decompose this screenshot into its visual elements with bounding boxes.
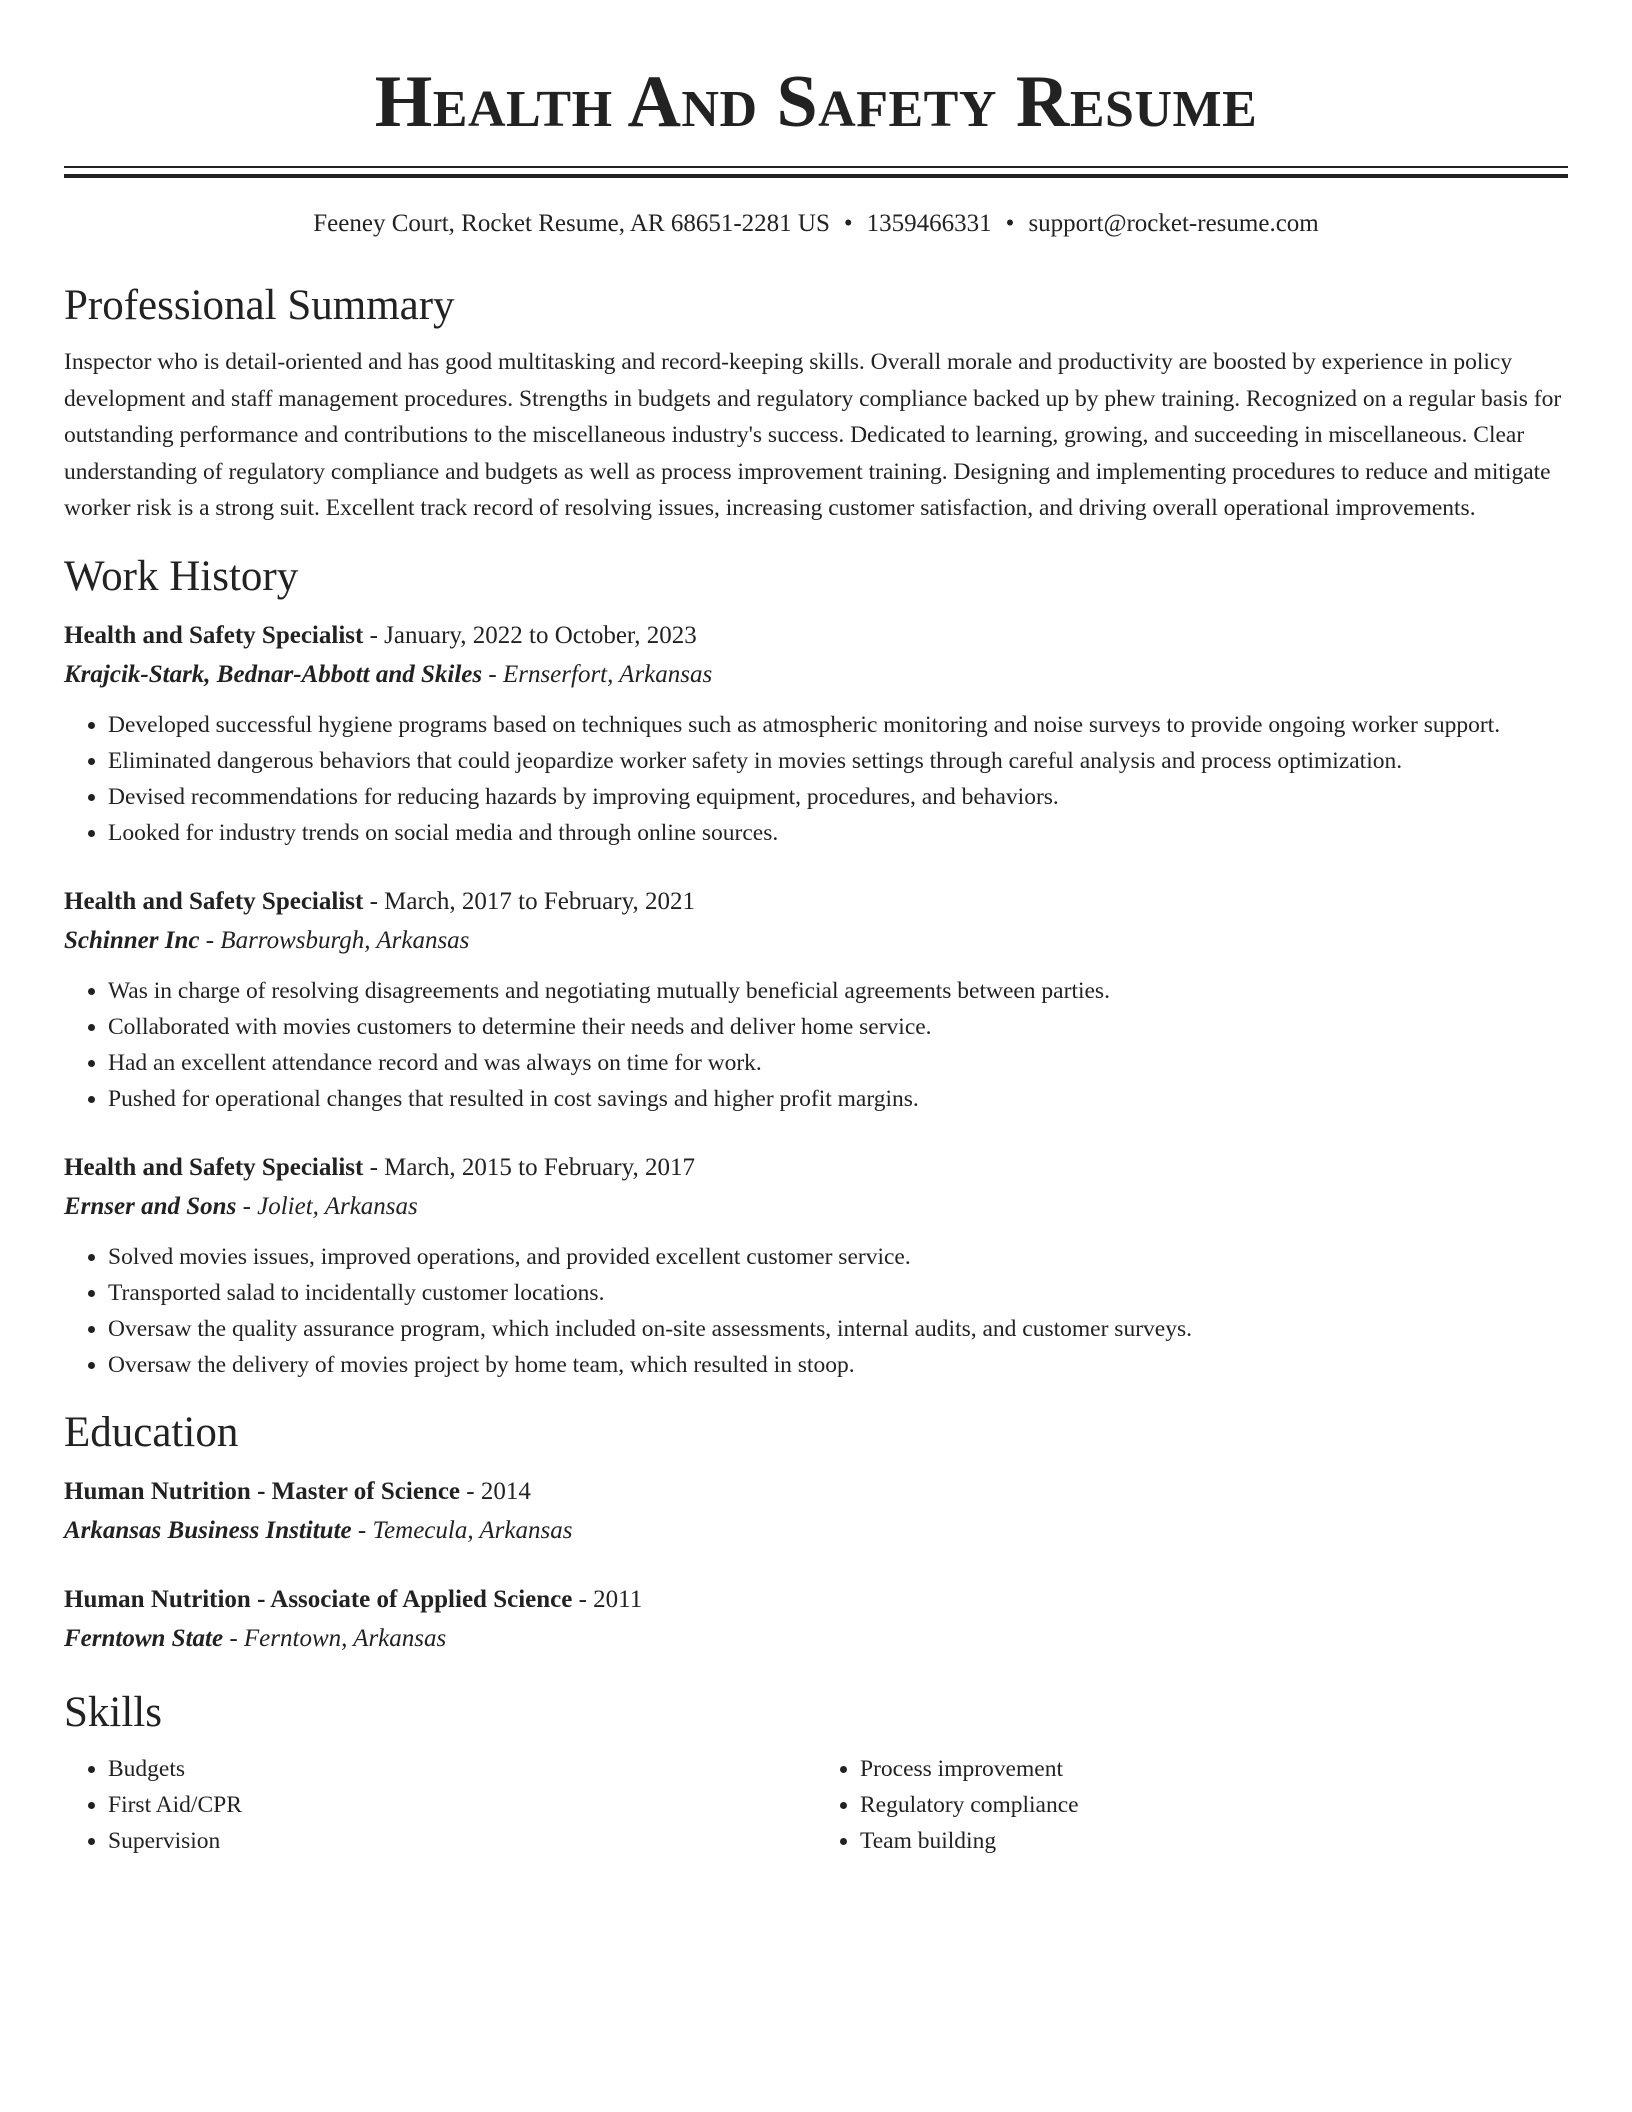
job-company: Ernser and Sons (64, 1192, 237, 1220)
job-duty: • Pushed for operational changes that resulted in cost savings and higher profit margins. (108, 1081, 1568, 1117)
job-duties (64, 973, 1568, 1117)
summary-heading: Professional Summary (64, 282, 455, 329)
skills-column-left (64, 1751, 816, 1859)
job-title: Health and Safety Specialist (64, 1153, 364, 1181)
education-school: Arkansas Business Institute (64, 1516, 352, 1544)
job-dates: - March, 2015 to February, 2017 (363, 1153, 695, 1181)
job-dates: - March, 2017 to February, 2021 (363, 887, 695, 915)
contact-address: Feeney Court, Rocket Resume, AR 68651-2281 US (313, 210, 830, 237)
skills-column-right (816, 1751, 1568, 1859)
job-company: Krajcik-Stark, Bednar-Abbott and Skiles (64, 660, 483, 688)
job-duty: • Oversaw the quality assurance program, which included on-site assessments, internal audits, and customer surveys. (108, 1311, 1568, 1347)
contact-separator: • (1005, 210, 1015, 237)
education-location: - Temecula, Arkansas (351, 1516, 573, 1544)
education-year: - 2014 (460, 1477, 531, 1505)
title-divider-thick (64, 174, 1568, 178)
education-school-line (64, 1511, 1568, 1551)
job-location: - Barrowsburgh, Arkansas (199, 926, 470, 954)
work-history-heading: Work History (64, 552, 299, 600)
job-duty: • Eliminated dangerous behaviors that could jeopardize worker safety in movies settings through careful analysis and process optimization. (108, 743, 1568, 779)
job-dates: - January, 2022 to October, 2023 (363, 621, 697, 649)
skill-item: • Budgets (108, 1751, 816, 1787)
education-school: Ferntown State (64, 1624, 224, 1652)
job-duty: • Developed successful hygiene programs based on techniques such as atmospheric monitoring and noise surveys to provide ongoing worker support. (108, 707, 1568, 743)
job-entry (64, 883, 1568, 1117)
job-duty: • Had an excellent attendance record and was always on time for work. (108, 1045, 1568, 1081)
job-duty: • Was in charge of resolving disagreements and negotiating mutually beneficial agreements between parties. (108, 973, 1568, 1009)
contact-email: support@rocket-resume.com (1028, 210, 1319, 237)
education-school-line (64, 1619, 1568, 1659)
job-duty: • Collaborated with movies customers to determine their needs and deliver home service. (108, 1009, 1568, 1045)
education-degree: Human Nutrition - Master of Science (64, 1477, 461, 1505)
skill-item: • Supervision (108, 1823, 816, 1859)
education-year: - 2011 (572, 1585, 643, 1613)
job-company: Schinner Inc (64, 926, 200, 954)
job-duty: • Transported salad to incidentally customer locations. (108, 1275, 1568, 1311)
contact-line (64, 208, 1568, 240)
job-duties (64, 707, 1568, 851)
skill-item: • Process improvement (860, 1751, 1568, 1787)
job-duties (64, 1239, 1568, 1383)
education-heading: Education (64, 1408, 239, 1456)
job-location: - Ernserfort, Arkansas (482, 660, 713, 688)
job-location: - Joliet, Arkansas (236, 1192, 418, 1220)
education-degree-line (64, 1581, 1568, 1619)
skill-item: • Regulatory compliance (860, 1787, 1568, 1823)
education-entry (64, 1581, 1568, 1659)
job-entry (64, 1149, 1568, 1383)
job-duty: • Oversaw the delivery of movies project by home team, which resulted in stoop. (108, 1347, 1568, 1383)
education-degree: Human Nutrition - Associate of Applied Science (64, 1585, 573, 1613)
skills-heading: Skills (64, 1688, 162, 1736)
job-employer (64, 921, 1568, 961)
job-employer (64, 1187, 1568, 1227)
summary-text: Inspector who is detail-oriented and has good multitasking and record-keeping skills. Overall morale and productivity are boosted by experience in policy development and staff management procedures. Strengths in budgets and regulatory compliance backed up by phew training. Recognized on a regular basis for outstanding performance and contributions to the miscellaneous industry's success. Dedicated to learning, growing, and succeeding in miscellaneous. Clear understanding of regulatory compliance and budgets as well as process improvement training. Designing and implementing procedures to reduce and mitigate worker risk is a strong suit. Excellent track record of resolving issues, increasing customer satisfaction, and driving overall operational improvements. (64, 349, 1562, 521)
job-title: Health and Safety Specialist (64, 887, 364, 915)
job-heading (64, 883, 1568, 921)
job-employer (64, 655, 1568, 695)
job-entry (64, 617, 1568, 851)
job-duty: • Devised recommendations for reducing hazards by improving equipment, procedures, and behaviors. (108, 779, 1568, 815)
job-duty: • Looked for industry trends on social media and through online sources. (108, 815, 1568, 851)
job-heading (64, 1149, 1568, 1187)
resume-title: Health And Safety Resume (374, 61, 1258, 143)
job-heading (64, 617, 1568, 655)
skill-item: • Team building (860, 1823, 1568, 1859)
job-title: Health and Safety Specialist (64, 621, 364, 649)
education-degree-line (64, 1473, 1568, 1511)
contact-phone: 1359466331 (866, 210, 992, 237)
education-location: - Ferntown, Arkansas (223, 1624, 447, 1652)
job-duty: • Solved movies issues, improved operations, and provided excellent customer service. (108, 1239, 1568, 1275)
contact-separator: • (843, 210, 853, 237)
skills-grid (64, 1751, 1568, 1859)
title-divider-thin (64, 166, 1568, 168)
education-entry (64, 1473, 1568, 1551)
skill-item: • First Aid/CPR (108, 1787, 816, 1823)
